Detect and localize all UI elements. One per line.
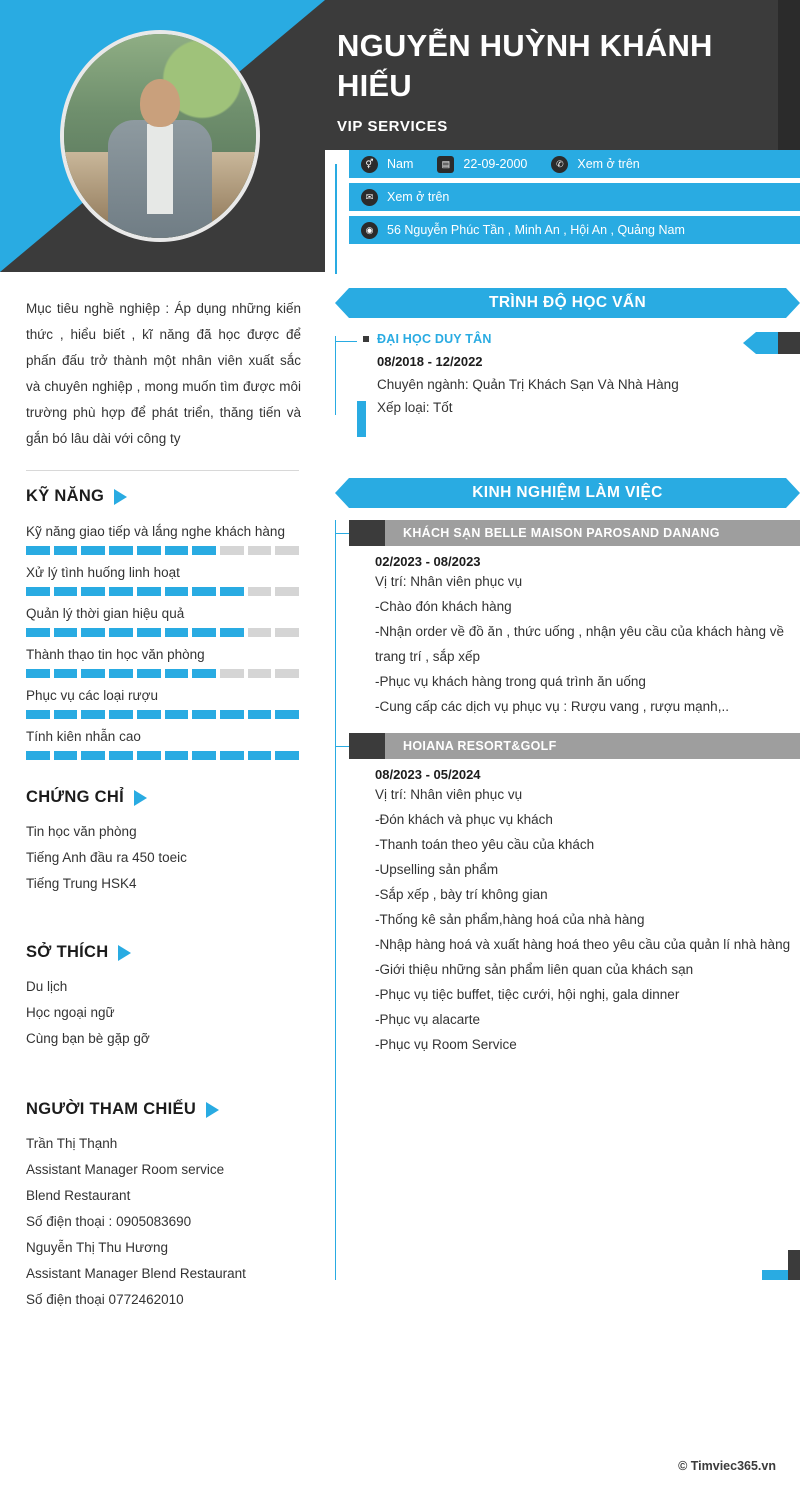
list-item: Số điện thoại : 0905083690 (26, 1214, 192, 1229)
skill-label: Quản lý thời gian hiệu quả (26, 606, 185, 621)
contact-info (335, 150, 800, 249)
references-list (0, 1127, 325, 1313)
experience-line: -Nhận order về đồ ăn , thức uống , nhận yêu cầu của khách hàng về trang trí , sắp xếp (375, 624, 785, 664)
certificates-title: CHỨNG CHỈ (26, 788, 124, 806)
name-header (325, 0, 800, 150)
list-item: Cùng bạn bè gặp gỡ (26, 1031, 150, 1046)
experience-bottom-decoration (762, 1250, 800, 1280)
band-notch-left (335, 288, 349, 318)
experience-company: HOIANA RESORT&GOLF (403, 739, 557, 753)
education-date: 08/2018 - 12/2022 (377, 354, 483, 369)
timeline-tick (335, 341, 357, 342)
education-major: Chuyên ngành: Quản Trị Khách Sạn Và Nhà Hàng (377, 377, 679, 392)
experience-entry (335, 733, 800, 1057)
experience-line: -Phục vụ Room Service (375, 1037, 517, 1052)
gender-cell (349, 156, 425, 173)
list-item: Số điện thoại 0772462010 (26, 1292, 184, 1307)
references-section-header (0, 1052, 325, 1127)
avatar-head (140, 79, 180, 127)
certificates-list (0, 815, 325, 897)
experience-section (325, 478, 800, 1280)
contact-row-3 (349, 216, 800, 244)
list-item: Tin học văn phòng (26, 824, 137, 839)
birthday-value: 22-09-2000 (463, 157, 528, 171)
education-school-row (363, 332, 800, 346)
career-objective-text: Mục tiêu nghề nghiệp : Áp dụng những kiến thức , hiểu biết , kĩ năng đã học được để phấn đấu trở thành một nhân viên xuất sắc và chuyên nghiệp , mong muốn tìm được môi trường phù hợp để phát triển, thăng tiến và gắn bó lâu dài với công ty (26, 301, 301, 446)
left-content (0, 272, 325, 1313)
skills-section-header (0, 471, 325, 514)
footer-credit: © Timviec365.vn (678, 1459, 776, 1473)
band-notch-right (786, 478, 800, 508)
experience-list (335, 520, 800, 1280)
skill-item (0, 524, 325, 555)
experience-line: -Phục vụ khách hàng trong quá trình ăn uống (375, 674, 646, 689)
main-content (325, 0, 800, 1489)
left-sidebar (0, 0, 325, 1489)
references-title: NGƯỜI THAM CHIẾU (26, 1100, 197, 1118)
experience-date: 08/2023 - 05/2024 (375, 767, 481, 782)
skill-label: Xử lý tình huống linh hoạt (26, 565, 180, 580)
skill-item (0, 606, 325, 637)
skill-rating (26, 628, 299, 637)
skills-title: KỸ NĂNG (26, 487, 105, 505)
avatar (60, 30, 260, 242)
company-band-knob (349, 733, 385, 759)
skill-label: Tính kiên nhẫn cao (26, 729, 141, 744)
experience-line: Vị trí: Nhân viên phục vụ (375, 787, 523, 802)
gender-value: Nam (387, 157, 414, 171)
band-notch-left (335, 478, 349, 508)
experience-company-band (363, 520, 800, 546)
education-list (335, 332, 800, 415)
skill-item (0, 565, 325, 596)
list-item: Tiếng Trung HSK4 (26, 876, 137, 891)
contact-row-2 (349, 183, 800, 211)
birthday-cell (425, 156, 539, 173)
decoration-bar-dark (788, 1250, 800, 1280)
email-value: Xem ở trên (387, 190, 450, 204)
avatar-shirt (147, 124, 173, 214)
hobbies-section-header (0, 897, 325, 970)
experience-line: -Upselling sản phẩm (375, 862, 499, 877)
header-corner-decoration (778, 0, 800, 150)
experience-line: -Giới thiệu những sản phẩm liên quan của khách sạn (375, 962, 694, 977)
experience-line: -Sắp xếp , bày trí không gian (375, 887, 548, 902)
experience-entry (335, 520, 800, 719)
education-entry (335, 332, 800, 415)
list-item: Nguyễn Thị Thu Hương (26, 1240, 168, 1255)
skill-rating (26, 546, 299, 555)
list-item: Học ngoại ngữ (26, 1005, 115, 1020)
education-title: TRÌNH ĐỘ HỌC VẤN (488, 294, 647, 311)
list-item: Blend Restaurant (26, 1188, 131, 1203)
skill-item (0, 688, 325, 719)
experience-section-title-band (335, 478, 800, 508)
skill-rating (26, 710, 299, 719)
list-item: Assistant Manager Room service (26, 1162, 225, 1177)
skill-item (0, 729, 325, 760)
phone-icon: ✆ (551, 156, 568, 173)
experience-title: KINH NGHIỆM LÀM VIỆC (472, 484, 663, 501)
skill-label: Phục vụ các loại rượu (26, 688, 158, 703)
page-title: NGUYỄN HUỲNH KHÁNH HIẾU (337, 28, 713, 103)
education-bottom-decoration (357, 401, 366, 437)
band-notch-right (786, 288, 800, 318)
experience-line: -Đón khách và phục vụ khách (375, 812, 553, 827)
education-section-title-band (335, 288, 800, 318)
education-school: ĐẠI HỌC DUY TÂN (377, 332, 492, 346)
phone-value: Xem ở trên (577, 157, 640, 171)
experience-line: -Thống kê sản phẩm,hàng hoá của nhà hàng (375, 912, 645, 927)
experience-company-band (363, 733, 800, 759)
skill-rating (26, 587, 299, 596)
company-band-knob (349, 520, 385, 546)
experience-company: KHÁCH SẠN BELLE MAISON PAROSAND DANANG (403, 526, 720, 540)
triangle-icon (206, 1102, 219, 1118)
skill-label: Thành thạo tin học văn phòng (26, 647, 205, 662)
experience-line: -Cung cấp các dịch vụ phục vụ : Rượu vang , rượu mạnh,.. (375, 699, 729, 714)
envelope-icon: ✉ (361, 189, 378, 206)
address-value: 56 Nguyễn Phúc Tần , Minh An , Hội An , Quảng Nam (387, 223, 685, 237)
experience-line: -Nhập hàng hoá và xuất hàng hoá theo yêu cầu của quản lí nhà hàng (375, 937, 791, 952)
education-grade: Xếp loại: Tốt (377, 400, 453, 415)
email-cell (349, 189, 461, 206)
skill-item (0, 647, 325, 678)
list-item: Du lịch (26, 979, 68, 994)
education-section (325, 288, 800, 415)
list-item: Tiếng Anh đầu ra 450 toeic (26, 850, 187, 865)
experience-line: -Phục vụ alacarte (375, 1012, 481, 1027)
address-cell (349, 222, 697, 239)
experience-line: -Thanh toán theo yêu cầu của khách (375, 837, 595, 852)
contact-row-1 (349, 150, 800, 178)
decoration-bar (762, 1270, 788, 1280)
experience-date: 02/2023 - 08/2023 (375, 554, 481, 569)
triangle-icon (114, 489, 127, 505)
experience-line: -Phục vụ tiệc buffet, tiệc cưới, hội nghị, gala dinner (375, 987, 680, 1002)
list-item: Assistant Manager Blend Restaurant (26, 1266, 246, 1281)
calendar-icon: ▤ (437, 156, 454, 173)
gender-icon: ⚥ (361, 156, 378, 173)
list-item: Trần Thị Thạnh (26, 1136, 118, 1151)
experience-line: -Chào đón khách hàng (375, 599, 512, 614)
triangle-icon (118, 945, 131, 961)
bullet-square-icon (363, 336, 369, 342)
skill-label: Kỹ năng giao tiếp và lắng nghe khách hàng (26, 524, 285, 539)
hobbies-title: SỞ THÍCH (26, 943, 109, 961)
certificates-section-header (0, 760, 325, 815)
photo-header (0, 0, 325, 272)
experience-line: Vị trí: Nhân viên phục vụ (375, 574, 523, 589)
hobbies-list (0, 970, 325, 1052)
triangle-icon (134, 790, 147, 806)
skill-rating (26, 751, 299, 760)
skill-rating (26, 669, 299, 678)
job-title: VIP SERVICES (337, 118, 448, 135)
location-pin-icon: ◉ (361, 222, 378, 239)
phone-cell (539, 156, 651, 173)
